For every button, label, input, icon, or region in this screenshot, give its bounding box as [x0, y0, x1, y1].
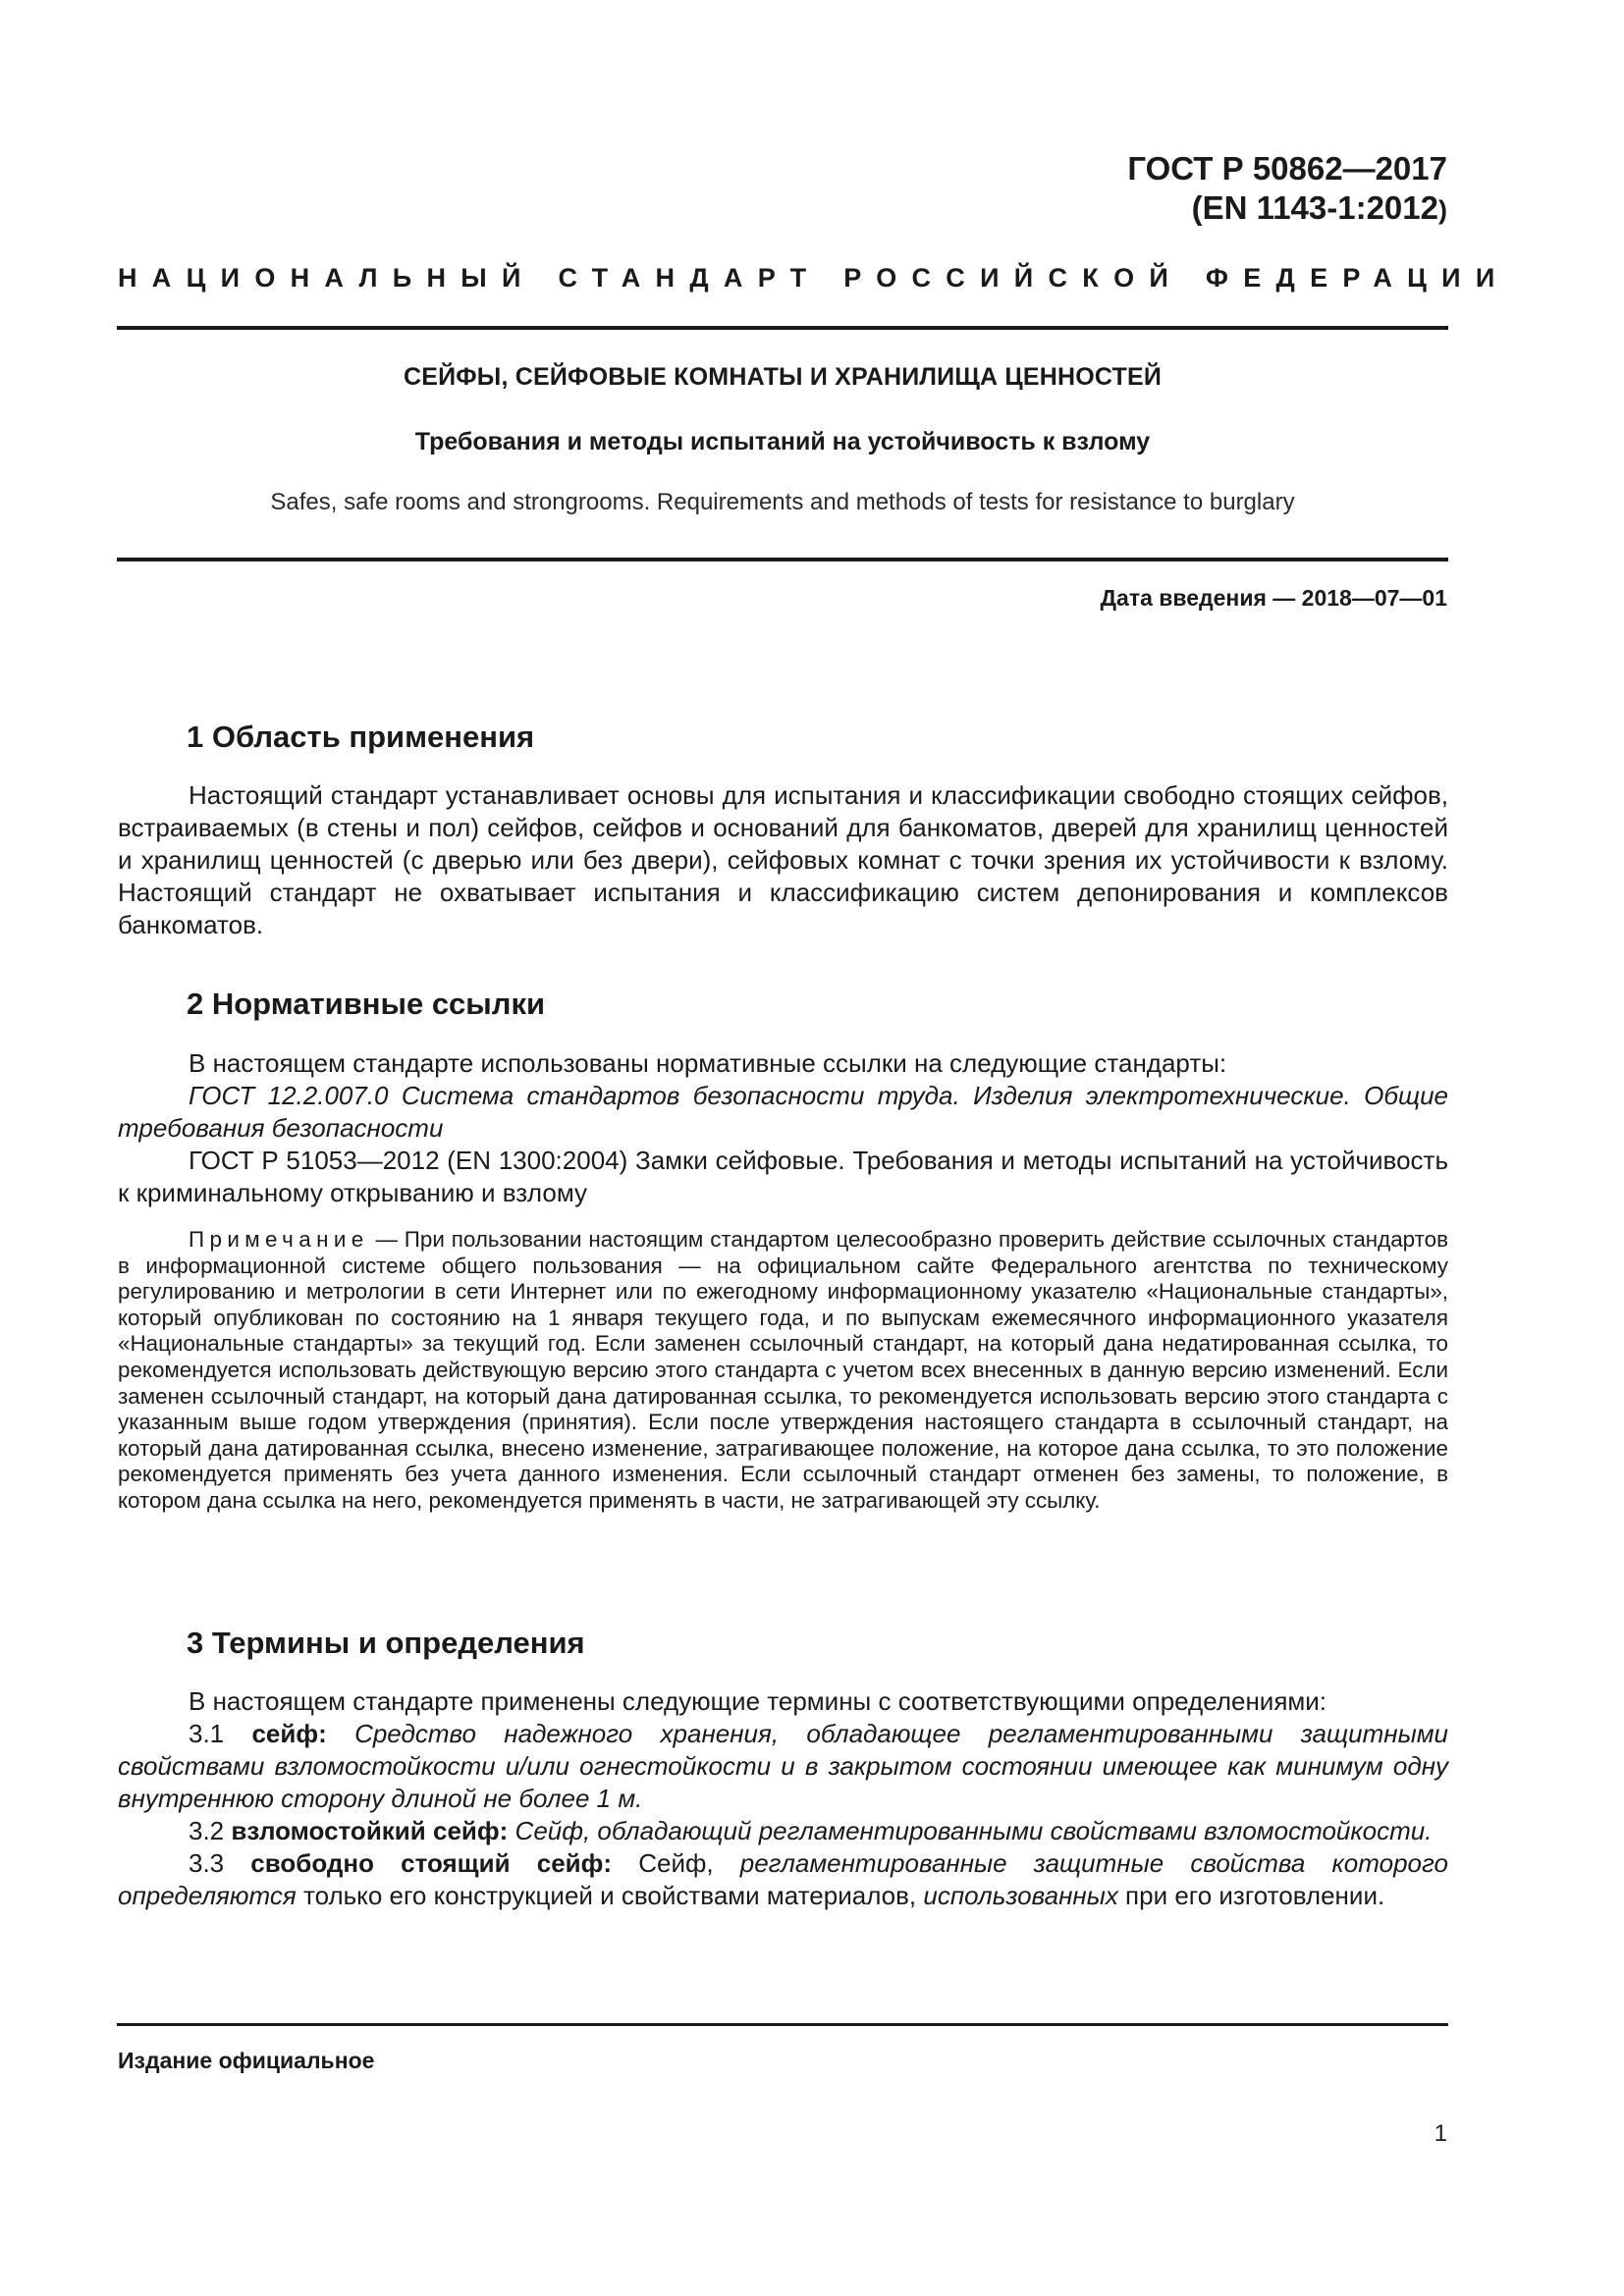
section-1-paragraph: Настоящий стандарт устанавливает основы для испытания и классификации свободно стоящих сейфов, встраиваемых (в стены и пол) сейфов, сейфов и оснований для банкоматов, дверей для хранилищ ценностей и хранилищ ценностей (с дверью или без двери), сейфовых комнат с точки зрения их устойчивости к взлому. Настоящий стандарт не охватывает испытания и классификацию систем депонирования и комплексов банкоматов. — [118, 780, 1448, 939]
term-3-1-definition: Средство надежного хранения, обладающее регламентированными защитными свойствами взломостойкости и/или огнестойкости и в закрытом состоянии имеющее как минимум одну внутреннюю сторону длиной не более 1 м. — [118, 1719, 1448, 1813]
reference-2: ГОСТ Р 51053—2012 (EN 1300:2004) Замки сейфовые. Требования и методы испытаний на устойчивость к криминальному открыванию и взлому — [118, 1146, 1448, 1207]
section-1-body — [118, 779, 1448, 941]
title-divider — [117, 558, 1448, 561]
reference-1: ГОСТ 12.2.007.0 Система стандартов безопасности труда. Изделия электротехнические. Общие требования безопасности — [118, 1081, 1448, 1143]
section-2-note — [118, 1227, 1448, 1515]
page-number: 1 — [1434, 2120, 1447, 2147]
section-3-body — [118, 1685, 1448, 1912]
note-label: Примечание — [189, 1227, 369, 1252]
section-3-heading: 3 Термины и определения — [187, 1626, 585, 1660]
national-standard-banner: НАЦИОНАЛЬНЫЙ СТАНДАРТ РОССИЙСКОЙ ФЕДЕРАЦИИ — [118, 263, 1510, 293]
section-1-heading: 1 Область применения — [187, 720, 535, 754]
term-3-2: 3.2 взломостойкий сейф: Сейф, обладающий регламентированными свойствами взломостойкости. — [189, 1816, 1433, 1845]
term-3-1-name: сейф: — [251, 1719, 327, 1748]
doc-number: ГОСТ Р 50862—2017 — [1127, 150, 1447, 187]
term-3-3: 3.3 свободно стоящий сейф: Сейф, регламентированные защитные свойства которого определяются только его конструкцией и свойствами материалов, использованных при его изготовлении. — [118, 1848, 1448, 1910]
term-3-2-name: взломостойкий сейф: — [231, 1816, 509, 1845]
doc-equivalent-close: ) — [1438, 195, 1447, 225]
english-title: Safes, safe rooms and strongrooms. Requirements and methods of tests for resistance to burglary — [270, 489, 1295, 515]
section-3-intro: В настоящем стандарте применены следующие термины с соответствующими определениями: — [189, 1686, 1327, 1716]
date-introduced: Дата введения — 2018—07—01 — [1100, 585, 1447, 611]
doc-equivalent-code: (EN 1143-1:2012 — [1191, 189, 1438, 226]
footer-divider — [117, 2023, 1448, 2026]
document-title: СЕЙФЫ, СЕЙФОВЫЕ КОМНАТЫ И ХРАНИЛИЩА ЦЕННОСТЕЙ — [403, 363, 1163, 391]
official-edition-label: Издание официальное — [118, 2048, 375, 2073]
term-3-2-definition: Сейф, обладающий регламентированными свойствами взломостойкости. — [508, 1816, 1433, 1845]
top-divider — [117, 326, 1448, 330]
section-2-intro: В настоящем стандарте использованы нормативные ссылки на следующие стандарты: — [189, 1048, 1227, 1078]
section-2-heading: 2 Нормативные ссылки — [187, 987, 546, 1021]
term-3-3-name: свободно стоящий сейф: — [250, 1848, 613, 1878]
term-3-1: 3.1 сейф: Средство надежного хранения, обладающее регламентированными защитными свойствами взломостойкости и/или огнестойкости и в закрытом состоянии имеющее как минимум одну внутреннюю сторону длиной не более 1 м. — [118, 1719, 1448, 1813]
note-text: — При пользовании настоящим стандартом целесообразно проверить действие ссылочных стандартов в информационной системе общего пользования — на официальном сайте Федерального агентства по техническому регулированию и метрологии в сети Интернет или по ежегодному информационному указателю «Национальные стандарты», который опубликован по состоянию на 1 января текущего года, и по выпускам ежемесячного информационного указателя «Национальные стандарты» за текущий год. Если заменен ссылочный стандарт, на который дана недатированная ссылка, то рекомендуется использовать действующую версию этого стандарта с учетом всех внесенных в данную версию изменений. Если заменен ссылочный стандарт, на который дана датированная ссылка, то рекомендуется использовать версию этого стандарта с указанным выше годом утверждения (принятия). Если после утверждения настоящего стандарта в ссылочный стандарт, на который дана датированная ссылка, внесено изменение, затрагивающее положение, на которое дана ссылка, то это положение рекомендуется применять без учета данного изменения. Если ссылочный стандарт отменен без замены, то положение, в котором дана ссылка на него, рекомендуется применять в части, не затрагивающей эту ссылку. — [118, 1227, 1448, 1513]
section-2-body — [118, 1047, 1448, 1209]
document-subtitle: Требования и методы испытаний на устойчивость к взлому — [414, 428, 1151, 455]
doc-equivalent — [1192, 188, 1447, 230]
